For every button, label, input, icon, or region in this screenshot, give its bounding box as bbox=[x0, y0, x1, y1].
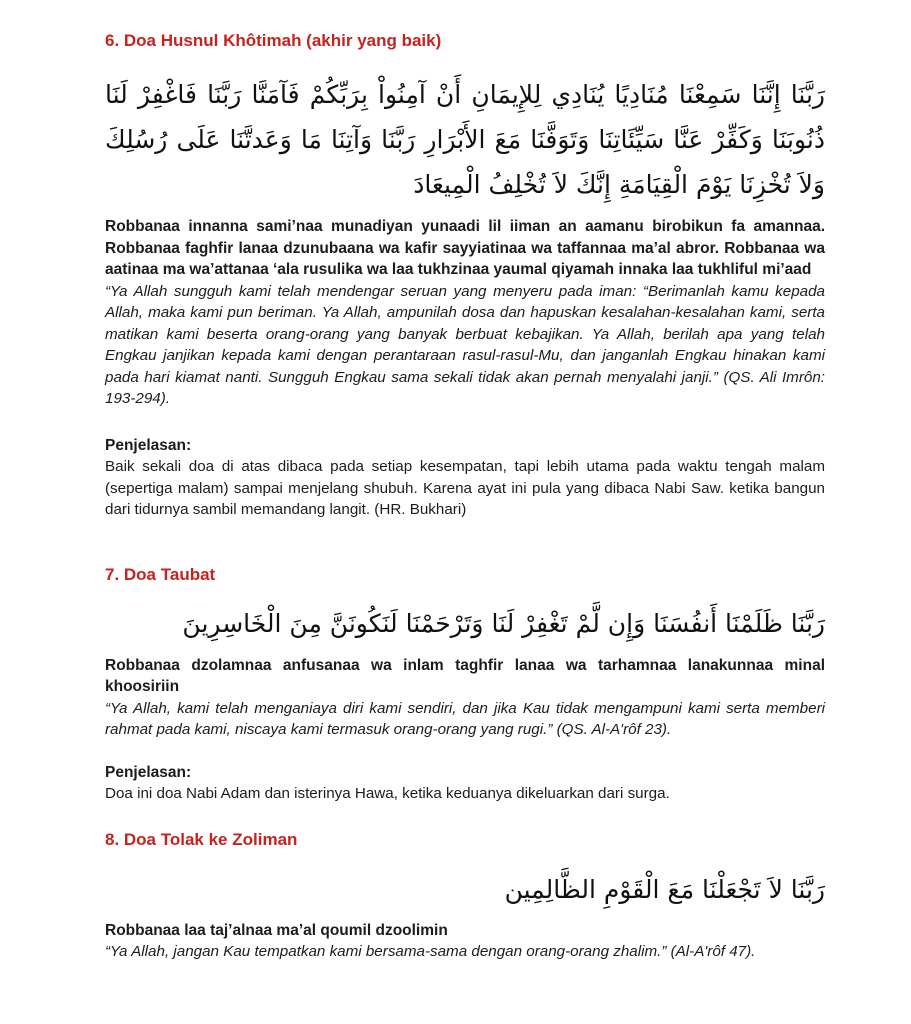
section-heading: 7. Doa Taubat bbox=[105, 564, 216, 584]
section-doa-husnul-khotimah bbox=[105, 30, 825, 521]
penjelasan-label: Penjelasan: bbox=[105, 763, 192, 781]
arabic-verse: رَبَّنَا لاَ تَجْعَلْنَا مَعَ الْقَوْمِ الظَّالِمِين bbox=[504, 874, 825, 904]
penjelasan-label: Penjelasan: bbox=[105, 436, 192, 454]
penjelasan-text: Baik sekali doa di atas dibaca pada setiap kesempatan, tapi lebih utama pada waktu tengah malam (sepertiga malam) sampai menjelang shubuh. Karena ayat ini pula yang dibaca Nabi Saw. ketika bangun dari tidurnya sambil memandang langit. (HR. Bukhari) bbox=[105, 458, 825, 518]
section-heading: 8. Doa Tolak ke Zoliman bbox=[105, 829, 298, 849]
penjelasan-text: Doa ini doa Nabi Adam dan isterinya Hawa, ketika keduanya dikeluarkan dari surga. bbox=[105, 785, 670, 802]
arabic-verse: رَبَّنَا إِنَّنَا سَمِعْنَا مُنَادِيًا يُنَادِي لِلإِيمَانِ أَنْ آمِنُواْ بِرَبِّكُمْ فَآمَنَّا رَبَّنَا فَاغْفِرْ لَنَا ذُنُوبَنَا وَكَفِّرْ عَنَّا سَيِّئَاتِنَا وَتَوَفَّنَا مَعَ الأَبْرَارِ رَبَّنَا وَآتِنَا مَا وَعَدتَّنَا عَلَى رُسُلِكَ وَلاَ تُخْزِنَا يَوْمَ الْقِيَامَةِ إِنَّكَ لاَ تُخْلِفُ الْمِيعَادَ bbox=[105, 80, 825, 199]
transliteration-text: Robbanaa innanna sami’naa munadiyan yunaadi lil iiman an aamanu birobikun fa amannaa. Robbanaa faghfir lanaa dzunubaana wa kafir sayyiatinaa wa taffannaa ma’al abror. Robbanaa wa aatinaa ma wa’attanaa ‘ala rusulika wa laa tukhzinaa yaumal qiyamah innaka laa tukhliful mi’aad bbox=[105, 218, 825, 278]
section-doa-taubat bbox=[105, 564, 825, 805]
section-heading: 6. Doa Husnul Khôtimah (akhir yang baik) bbox=[105, 31, 442, 50]
translation-text: “Ya Allah, kami telah menganiaya diri kami sendiri, dan jika Kau tidak mengampuni kami serta memberi rahmat pada kami, niscaya kami termasuk orang-orang yang rugi.” (QS. Al-A'rôf 23). bbox=[105, 699, 825, 738]
translation-text: “Ya Allah sungguh kami telah mendengar seruan yang menyeru pada iman: “Berimanlah kamu kepada Allah, maka kami pun beriman. Ya Allah, ampunilah dosa dan hapuskan kesalahan-kesalahan kami, serta matikan kami beserta orang-orang yang banyak berbuat kebajikan. Ya Allah, berilah apa yang telah Engkau janjikan kepada kami dengan perantaraan rasul-rasul-Mu, dan janganlah Engkau hinakan kami pada hari kiamat nanti. Sungguh Engkau sama sekali tidak akan pernah menyalahi janji.” (QS. Ali Imrôn: 193-294). bbox=[105, 282, 825, 407]
transliteration-text: Robbanaa laa taj’alnaa ma’al qoumil dzoolimin bbox=[105, 921, 448, 939]
transliteration-text: Robbanaa dzolamnaa anfusanaa wa inlam taghfir lanaa wa tarhamnaa lanakunnaa minal khoosiriin bbox=[105, 656, 825, 695]
section-doa-tolak-ke-zoliman bbox=[105, 829, 825, 963]
arabic-verse: رَبَّنَا ظَلَمْنَا أَنفُسَنَا وَإِن لَّمْ تَغْفِرْ لَنَا وَتَرْحَمْنَا لَنَكُونَنَّ مِنَ الْخَاسِرِينَ bbox=[182, 608, 825, 638]
translation-text: “Ya Allah, jangan Kau tempatkan kami bersama-sama dengan orang-orang zhalim.” (Al-A'rôf 47). bbox=[105, 943, 756, 960]
